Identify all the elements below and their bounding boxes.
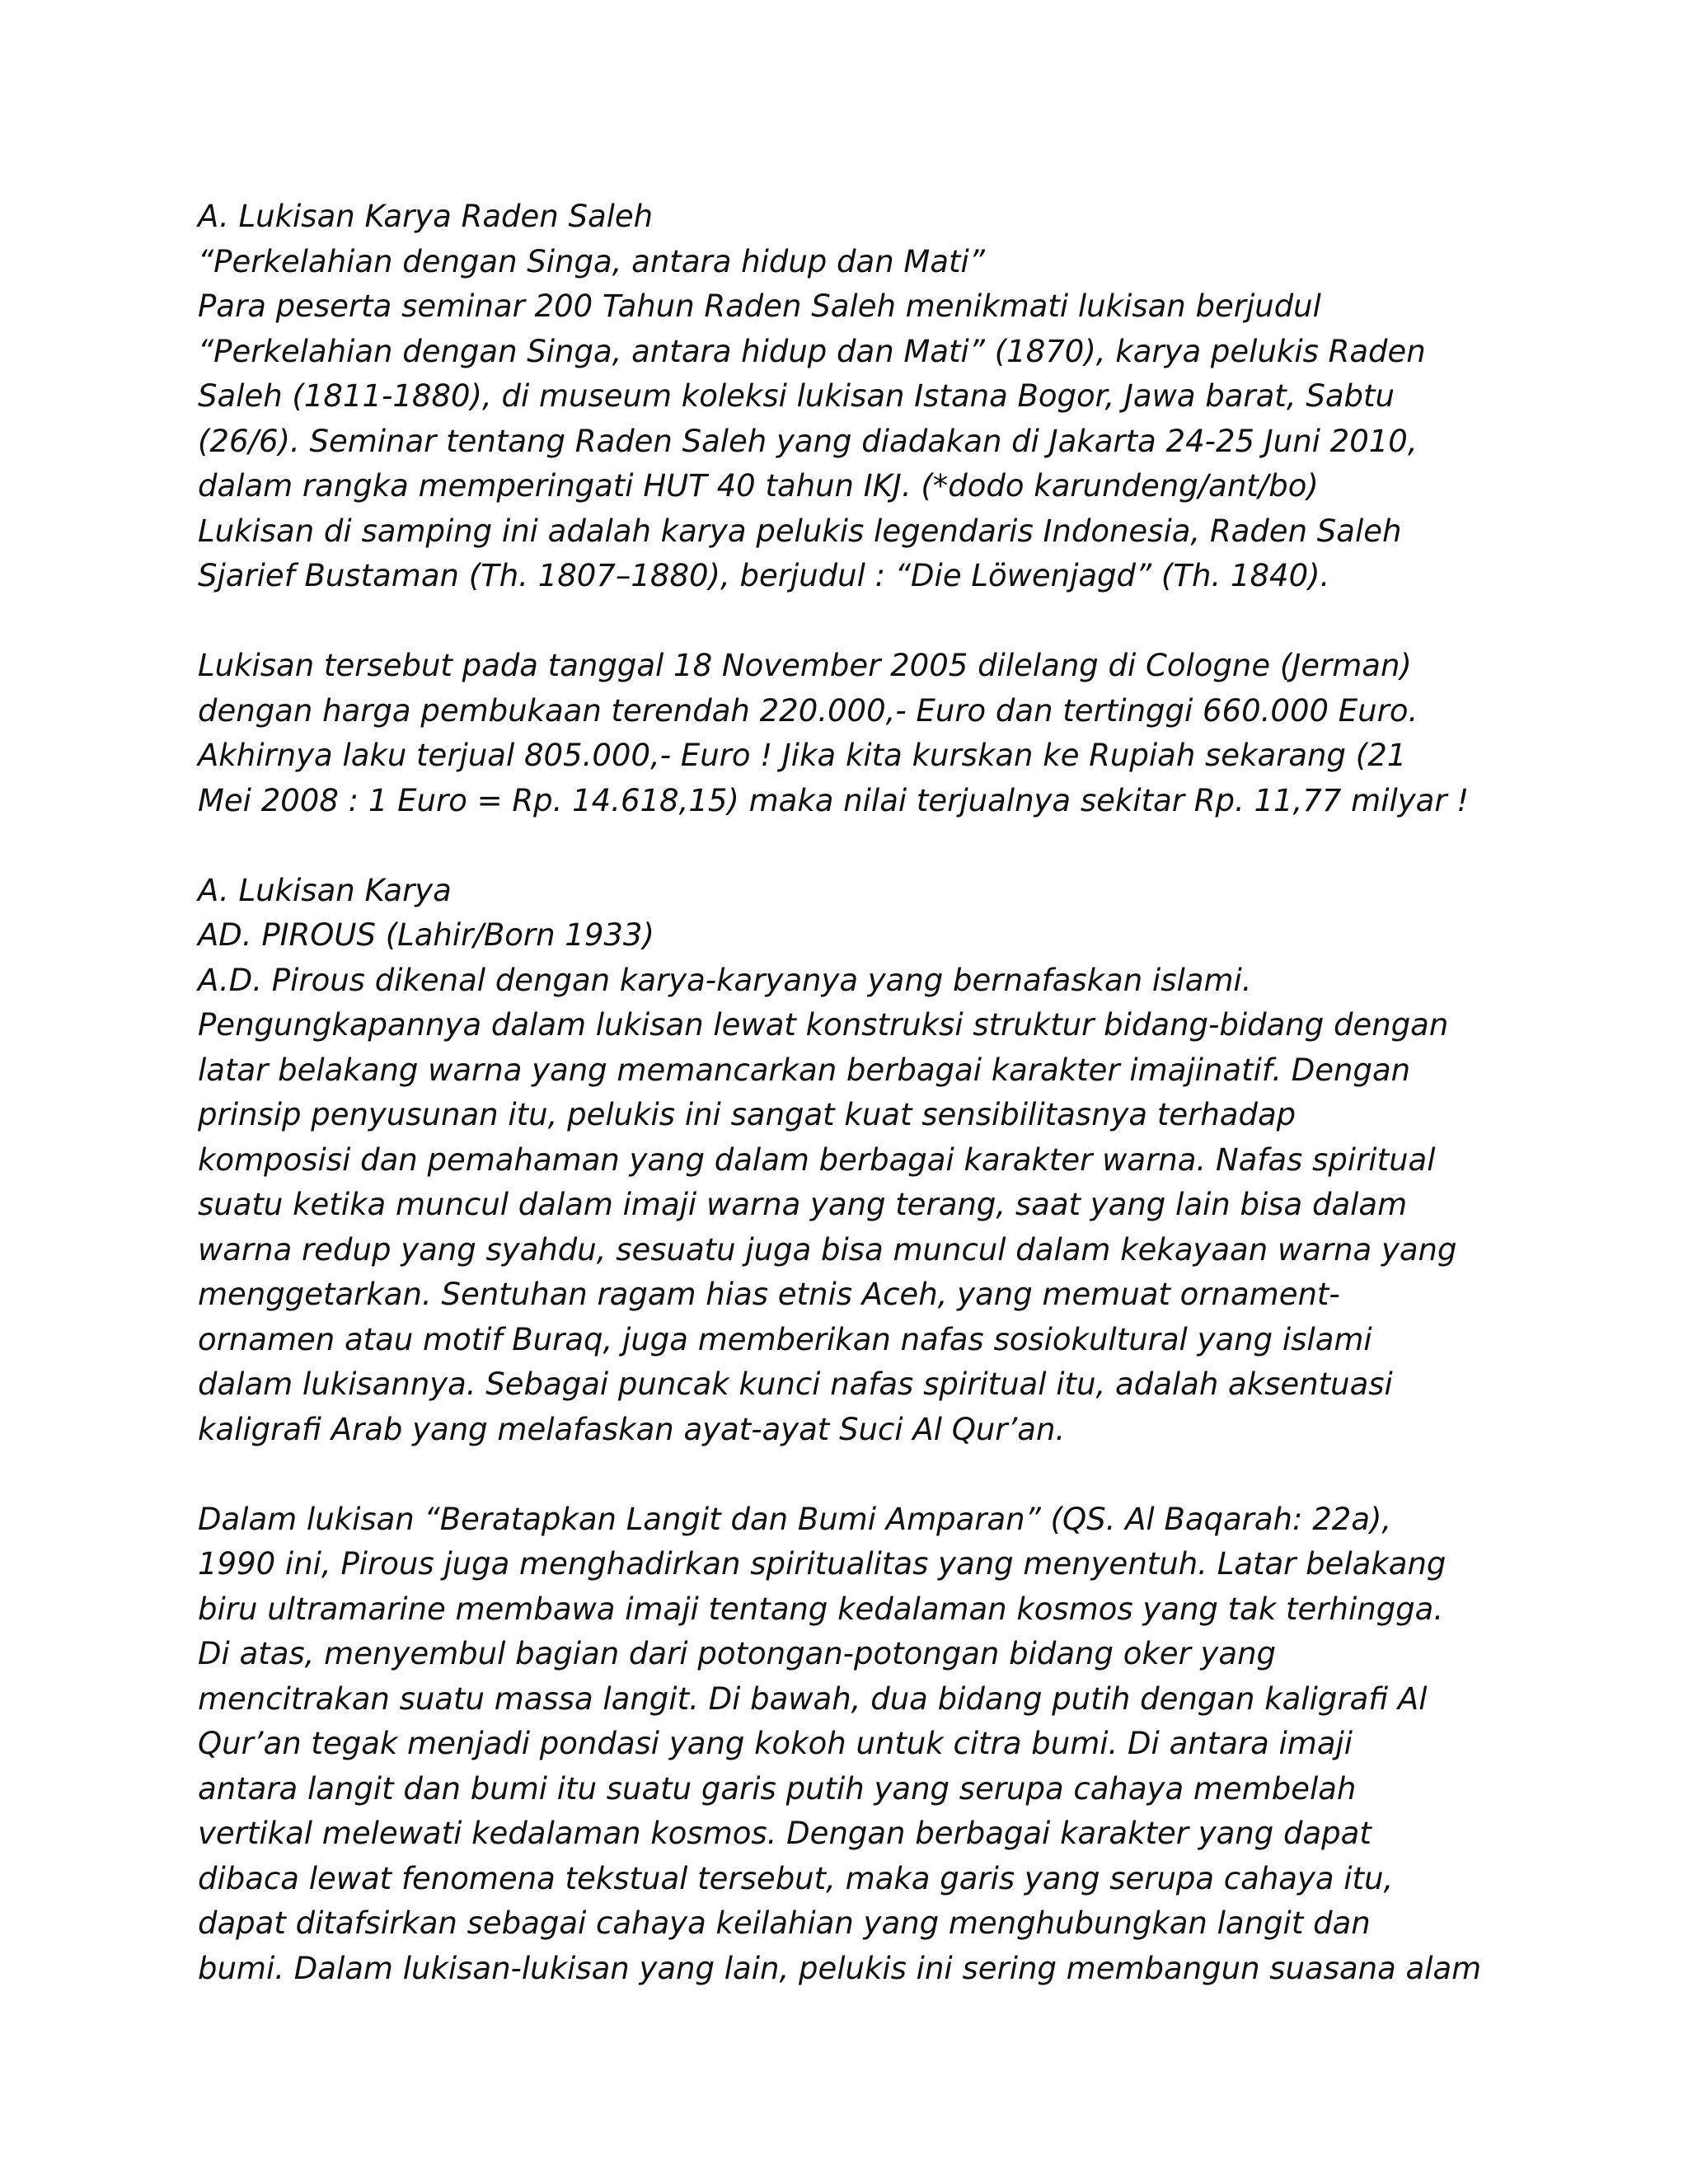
text-line: dibaca lewat fenomena tekstual tersebut, maka garis yang serupa cahaya itu, [198, 1860, 1394, 1896]
text-line: dalam rangka memperingati HUT 40 tahun IKJ. (*dodo karundeng/ant/bo) [198, 468, 1319, 504]
text-line: Lukisan tersebut pada tanggal 18 November 2005 dilelang di Cologne (Jerman) [198, 648, 1412, 683]
text-line: biru ultramarine membawa imaji tentang kedalaman kosmos yang tak terhingga. [198, 1591, 1444, 1627]
text-line: dengan harga pembukaan terendah 220.000,- Euro dan tertinggi 660.000 Euro. [198, 692, 1418, 729]
text-line: antara langit dan bumi itu suatu garis putih yang serupa cahaya membelah [198, 1770, 1357, 1807]
text-line: Dalam lukisan “Beratapkan Langit dan Bumi Amparan” (QS. Al Baqarah: 22a), [198, 1501, 1392, 1537]
text-line: 1990 ini, Pirous juga menghadirkan spiritualitas yang menyentuh. Latar belakang [198, 1546, 1447, 1582]
text-line: Mei 2008 : 1 Euro = Rp. 14.618,15) maka nilai terjualnya sekitar Rp. 11,77 milyar ! [198, 782, 1470, 818]
text-line: kaligrafi Arab yang melafaskan ayat-ayat Suci Al Qur’an. [198, 1411, 1066, 1447]
paragraph-gap [198, 823, 1492, 869]
text-line: A.D. Pirous dikenal dengan karya-karyanya yang bernafaskan islami. [198, 962, 1252, 998]
text-line: dalam lukisannya. Sebagai puncak kunci nafas spiritual itu, adalah aksentuasi [198, 1366, 1393, 1402]
text-line: Sjarief Bustaman (Th. 1807–1880), berjudul : “Die Löwenjagd” (Th. 1840). [198, 558, 1330, 593]
paragraph-pirous-intro [198, 869, 1492, 1453]
paragraph-gap [198, 599, 1492, 644]
paragraph-raden-saleh-intro [198, 194, 1492, 599]
document-body [198, 194, 1492, 1991]
text-line: “Perkelahian dengan Singa, antara hidup dan Mati” (1870), karya pelukis Raden [198, 333, 1426, 369]
text-line: prinsip penyusunan itu, pelukis ini sangat kuat sensibilitasnya terhadap [198, 1097, 1296, 1132]
text-line: (26/6). Seminar tentang Raden Saleh yang diadakan di Jakarta 24-25 Juni 2010, [198, 423, 1418, 459]
painting-title: “Perkelahian dengan Singa, antara hidup dan Mati” [198, 243, 985, 279]
section-heading: A. Lukisan Karya Raden Saleh [198, 199, 654, 234]
text-line: Lukisan di samping ini adalah karya pelukis legendaris Indonesia, Raden Saleh [198, 513, 1402, 549]
artist-heading: AD. PIROUS (Lahir/Born 1933) [198, 917, 654, 953]
text-line: Qur’an tegak menjadi pondasi yang kokoh untuk citra bumi. Di antara imaji [198, 1726, 1353, 1761]
text-line: bumi. Dalam lukisan-lukisan yang lain, pelukis ini sering membangun suasana alam [198, 1950, 1482, 1986]
text-line: latar belakang warna yang memancarkan berbagai karakter imajinatif. Dengan [198, 1052, 1411, 1088]
text-line: Akhirnya laku terjual 805.000,- Euro ! Jika kita kurskan ke Rupiah sekarang (21 [198, 738, 1407, 773]
paragraph-pirous-painting [198, 1497, 1492, 1992]
text-line: mencitrakan suatu massa langit. Di bawah, dua bidang putih dengan kaligrafi Al [198, 1680, 1428, 1717]
text-line: suatu ketika muncul dalam imaji warna yang terang, saat yang lain bisa dalam [198, 1187, 1408, 1222]
paragraph-auction [198, 644, 1492, 823]
section-heading: A. Lukisan Karya [198, 872, 452, 908]
text-line: Para peserta seminar 200 Tahun Raden Saleh menikmati lukisan berjudul [198, 288, 1321, 324]
text-line: vertikal melewati kedalaman kosmos. Dengan berbagai karakter yang dapat [198, 1816, 1372, 1851]
text-line: warna redup yang syahdu, sesuatu juga bisa muncul dalam kekayaan warna yang [198, 1231, 1457, 1268]
text-line: ornamen atau motif Buraq, juga memberikan nafas sosiokultural yang islami [198, 1321, 1372, 1357]
text-line: komposisi dan pemahaman yang dalam berbagai karakter warna. Nafas spiritual [198, 1141, 1436, 1178]
paragraph-gap [198, 1452, 1492, 1497]
text-line: Saleh (1811-1880), di museum koleksi lukisan Istana Bogor, Jawa barat, Sabtu [198, 378, 1395, 414]
text-line: Di atas, menyembul bagian dari potongan-potongan bidang oker yang [198, 1636, 1277, 1671]
text-line: dapat ditafsirkan sebagai cahaya keilahian yang menghubungkan langit dan [198, 1905, 1371, 1941]
text-line: Pengungkapannya dalam lukisan lewat konstruksi struktur bidang-bidang dengan [198, 1007, 1449, 1043]
text-line: menggetarkan. Sentuhan ragam hias etnis Aceh, yang memuat ornament- [198, 1277, 1340, 1312]
